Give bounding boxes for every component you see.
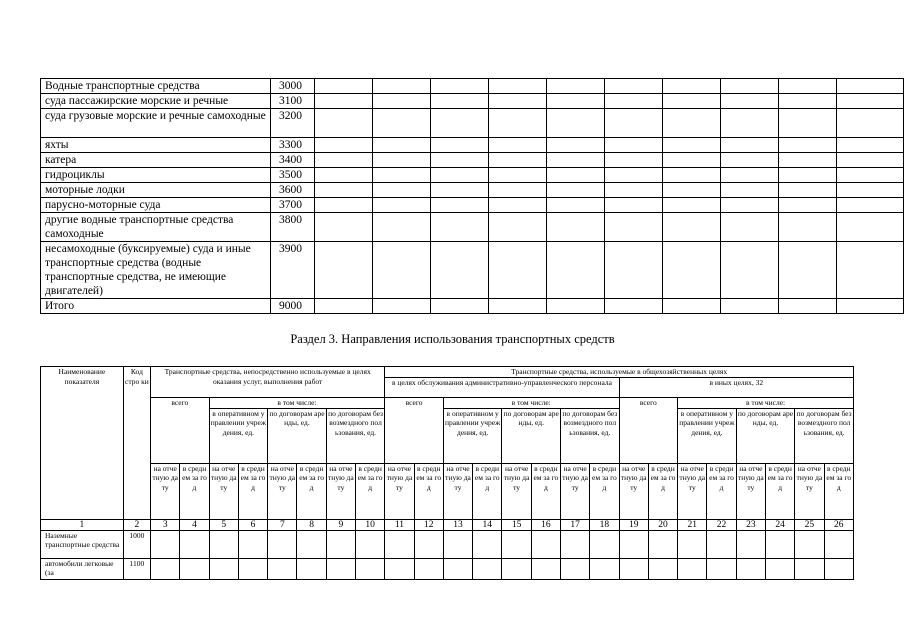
- value-cell: [721, 138, 779, 153]
- column-number: 11: [385, 519, 414, 530]
- row-name: другие водные транспортные средства самоходные: [41, 213, 271, 242]
- value-cell: [678, 558, 707, 579]
- header-including: в том числе:: [443, 398, 619, 409]
- header-direct-use: Транспортные средства, непосредственно используемые в целях оказания услуг, выполнения работ: [151, 367, 385, 398]
- row-code: 1100: [123, 558, 150, 579]
- column-number: 9: [326, 519, 355, 530]
- header-period-date: на отчетную дату: [209, 463, 238, 519]
- table-row: [41, 530, 854, 558]
- header-period-avg: в среднем за год: [765, 463, 794, 519]
- value-cell: [547, 138, 605, 153]
- value-cell: [385, 558, 414, 579]
- value-cell: [605, 299, 663, 314]
- value-cell: [547, 109, 605, 138]
- value-cell: [373, 299, 431, 314]
- value-cell: [779, 183, 837, 198]
- row-code: 9000: [271, 299, 315, 314]
- header-other-purposes: в иных целях, 32: [619, 378, 853, 398]
- column-number: 2: [123, 519, 150, 530]
- value-cell: [489, 213, 547, 242]
- header-period-avg: в среднем за год: [297, 463, 326, 519]
- value-cell: [605, 242, 663, 299]
- value-cell: [779, 153, 837, 168]
- header-operative: в оперативном управлении учреждения, ед.: [209, 408, 268, 463]
- value-cell: [209, 530, 238, 558]
- value-cell: [605, 168, 663, 183]
- header-lease: по договорам аренды, ед.: [736, 408, 795, 463]
- value-cell: [431, 213, 489, 242]
- value-cell: [779, 109, 837, 138]
- value-cell: [663, 299, 721, 314]
- value-cell: [547, 213, 605, 242]
- value-cell: [721, 213, 779, 242]
- row-code: 3000: [271, 79, 315, 94]
- row-name: парусно-моторные суда: [41, 198, 271, 213]
- column-number: 22: [707, 519, 736, 530]
- value-cell: [779, 198, 837, 213]
- header-operative: в оперативном управлении учреждения, ед.: [443, 408, 502, 463]
- value-cell: [473, 530, 502, 558]
- value-cell: [824, 530, 853, 558]
- value-cell: [373, 138, 431, 153]
- row-code: 3100: [271, 94, 315, 109]
- value-cell: [736, 558, 765, 579]
- value-cell: [326, 530, 355, 558]
- value-cell: [619, 530, 648, 558]
- value-cell: [373, 153, 431, 168]
- value-cell: [268, 558, 297, 579]
- value-cell: [837, 213, 904, 242]
- column-number: 20: [648, 519, 677, 530]
- value-cell: [561, 530, 590, 558]
- value-cell: [315, 168, 373, 183]
- column-number: 18: [590, 519, 619, 530]
- value-cell: [356, 558, 385, 579]
- column-number: 8: [297, 519, 326, 530]
- value-cell: [605, 109, 663, 138]
- value-cell: [326, 558, 355, 579]
- value-cell: [707, 558, 736, 579]
- value-cell: [547, 198, 605, 213]
- value-cell: [590, 530, 619, 558]
- header-period-avg: в среднем за год: [590, 463, 619, 519]
- value-cell: [431, 168, 489, 183]
- header-period-avg: в среднем за год: [648, 463, 677, 519]
- header-free: по договорам безвозмездного пользования, ед.: [795, 408, 854, 463]
- value-cell: [619, 558, 648, 579]
- table-row: [41, 109, 904, 138]
- value-cell: [489, 138, 547, 153]
- column-number: 14: [473, 519, 502, 530]
- value-cell: [385, 530, 414, 558]
- header-period-date: на отчетную дату: [678, 463, 707, 519]
- column-number: 4: [180, 519, 209, 530]
- header-period-avg: в среднем за год: [414, 463, 443, 519]
- value-cell: [837, 299, 904, 314]
- header-period-date: на отчетную дату: [619, 463, 648, 519]
- header-period-date: на отчетную дату: [385, 463, 414, 519]
- value-cell: [721, 153, 779, 168]
- row-name: суда грузовые морские и речные самоходные: [41, 109, 271, 138]
- value-cell: [315, 79, 373, 94]
- value-cell: [373, 79, 431, 94]
- header-free: по договорам безвозмездного пользования, ед.: [326, 408, 385, 463]
- value-cell: [238, 530, 267, 558]
- value-cell: [779, 168, 837, 183]
- value-cell: [605, 213, 663, 242]
- row-name: гидроциклы: [41, 168, 271, 183]
- value-cell: [779, 299, 837, 314]
- column-number: 16: [531, 519, 560, 530]
- column-number: 19: [619, 519, 648, 530]
- value-cell: [837, 183, 904, 198]
- value-cell: [315, 153, 373, 168]
- row-code: 3500: [271, 168, 315, 183]
- value-cell: [315, 94, 373, 109]
- value-cell: [473, 558, 502, 579]
- header-free: по договорам безвозмездного пользования, ед.: [561, 408, 620, 463]
- table-row: [41, 94, 904, 109]
- value-cell: [315, 138, 373, 153]
- table-row: [41, 138, 904, 153]
- value-cell: [721, 198, 779, 213]
- value-cell: [315, 183, 373, 198]
- column-number: 26: [824, 519, 853, 530]
- value-cell: [736, 530, 765, 558]
- value-cell: [531, 530, 560, 558]
- column-number: 13: [443, 519, 472, 530]
- value-cell: [765, 530, 794, 558]
- header-period-avg: в среднем за год: [180, 463, 209, 519]
- value-cell: [431, 79, 489, 94]
- header-total: всего: [385, 398, 444, 464]
- value-cell: [779, 79, 837, 94]
- value-cell: [590, 558, 619, 579]
- value-cell: [779, 94, 837, 109]
- value-cell: [707, 530, 736, 558]
- value-cell: [315, 242, 373, 299]
- value-cell: [648, 558, 677, 579]
- value-cell: [373, 168, 431, 183]
- value-cell: [721, 168, 779, 183]
- header-total: всего: [619, 398, 678, 464]
- column-number: 6: [238, 519, 267, 530]
- value-cell: [795, 558, 824, 579]
- row-code: 3200: [271, 109, 315, 138]
- value-cell: [663, 94, 721, 109]
- table-row: [41, 213, 904, 242]
- header-period-avg: в среднем за год: [238, 463, 267, 519]
- column-number: 23: [736, 519, 765, 530]
- value-cell: [431, 138, 489, 153]
- row-name: Итого: [41, 299, 271, 314]
- value-cell: [721, 109, 779, 138]
- table-row: [41, 242, 904, 299]
- value-cell: [431, 299, 489, 314]
- column-number: 21: [678, 519, 707, 530]
- value-cell: [489, 183, 547, 198]
- value-cell: [151, 530, 180, 558]
- table-row: [41, 198, 904, 213]
- value-cell: [489, 299, 547, 314]
- value-cell: [663, 213, 721, 242]
- header-period-avg: в среднем за год: [824, 463, 853, 519]
- table-row: [41, 183, 904, 198]
- table-row: [41, 558, 854, 579]
- header-period-avg: в среднем за год: [707, 463, 736, 519]
- value-cell: [663, 183, 721, 198]
- value-cell: [837, 153, 904, 168]
- value-cell: [605, 153, 663, 168]
- header-lease: по договорам аренды, ед.: [268, 408, 327, 463]
- value-cell: [837, 94, 904, 109]
- water-vehicles-table: [40, 78, 904, 314]
- row-name: суда пассажирские морские и речные: [41, 94, 271, 109]
- value-cell: [414, 530, 443, 558]
- value-cell: [663, 168, 721, 183]
- value-cell: [209, 558, 238, 579]
- column-number: 15: [502, 519, 531, 530]
- row-name: катера: [41, 153, 271, 168]
- header-period-date: на отчетную дату: [561, 463, 590, 519]
- value-cell: [431, 153, 489, 168]
- value-cell: [414, 558, 443, 579]
- header-period-date: на отчетную дату: [502, 463, 531, 519]
- value-cell: [315, 198, 373, 213]
- row-code: 1000: [123, 530, 150, 558]
- value-cell: [663, 79, 721, 94]
- header-general-use: Транспортные средства, используемые в общехозяйственных целях: [385, 367, 854, 378]
- value-cell: [489, 109, 547, 138]
- header-code: Код стро ки: [123, 367, 150, 520]
- value-cell: [502, 558, 531, 579]
- value-cell: [373, 109, 431, 138]
- column-number: 3: [151, 519, 180, 530]
- value-cell: [795, 530, 824, 558]
- row-name: Наземные транспортные средства: [41, 530, 124, 558]
- value-cell: [180, 558, 209, 579]
- row-code: 3300: [271, 138, 315, 153]
- value-cell: [547, 183, 605, 198]
- value-cell: [489, 198, 547, 213]
- value-cell: [373, 198, 431, 213]
- row-code: 3900: [271, 242, 315, 299]
- value-cell: [373, 183, 431, 198]
- value-cell: [489, 153, 547, 168]
- row-name: моторные лодки: [41, 183, 271, 198]
- header-total: всего: [151, 398, 210, 464]
- value-cell: [547, 153, 605, 168]
- value-cell: [765, 558, 794, 579]
- header-including: в том числе:: [678, 398, 854, 409]
- value-cell: [489, 168, 547, 183]
- row-code: 3700: [271, 198, 315, 213]
- value-cell: [663, 153, 721, 168]
- header-including: в том числе:: [209, 398, 385, 409]
- header-period-date: на отчетную дату: [736, 463, 765, 519]
- value-cell: [779, 242, 837, 299]
- row-name: автомобили легковые (за: [41, 558, 124, 579]
- value-cell: [547, 168, 605, 183]
- value-cell: [373, 242, 431, 299]
- value-cell: [837, 79, 904, 94]
- value-cell: [663, 198, 721, 213]
- value-cell: [824, 558, 853, 579]
- value-cell: [531, 558, 560, 579]
- value-cell: [605, 79, 663, 94]
- value-cell: [315, 213, 373, 242]
- value-cell: [431, 183, 489, 198]
- table-row: [41, 79, 904, 94]
- value-cell: [648, 530, 677, 558]
- value-cell: [547, 299, 605, 314]
- column-number: 12: [414, 519, 443, 530]
- header-period-avg: в среднем за год: [356, 463, 385, 519]
- value-cell: [547, 94, 605, 109]
- usage-directions-table: [40, 366, 854, 580]
- value-cell: [297, 558, 326, 579]
- value-cell: [663, 109, 721, 138]
- table-row: [41, 168, 904, 183]
- row-name: яхты: [41, 138, 271, 153]
- value-cell: [180, 530, 209, 558]
- value-cell: [502, 530, 531, 558]
- value-cell: [605, 198, 663, 213]
- table-row: [41, 299, 904, 314]
- header-period-date: на отчетную дату: [268, 463, 297, 519]
- column-number: 5: [209, 519, 238, 530]
- value-cell: [356, 530, 385, 558]
- value-cell: [837, 109, 904, 138]
- header-period-date: на отчетную дату: [795, 463, 824, 519]
- header-period-avg: в среднем за год: [531, 463, 560, 519]
- header-period-avg: в среднем за год: [473, 463, 502, 519]
- header-admin-staff: в целях обслуживания административно-управленческого персонала: [385, 378, 619, 398]
- value-cell: [779, 213, 837, 242]
- header-period-date: на отчетную дату: [443, 463, 472, 519]
- column-number: 17: [561, 519, 590, 530]
- value-cell: [721, 94, 779, 109]
- value-cell: [268, 530, 297, 558]
- value-cell: [779, 138, 837, 153]
- value-cell: [837, 198, 904, 213]
- header-period-date: на отчетную дату: [326, 463, 355, 519]
- row-code: 3600: [271, 183, 315, 198]
- column-number: 25: [795, 519, 824, 530]
- value-cell: [373, 94, 431, 109]
- value-cell: [837, 242, 904, 299]
- value-cell: [431, 94, 489, 109]
- value-cell: [605, 138, 663, 153]
- value-cell: [547, 242, 605, 299]
- header-operative: в оперативном управлении учреждения, ед.: [678, 408, 737, 463]
- value-cell: [443, 530, 472, 558]
- column-number: 10: [356, 519, 385, 530]
- value-cell: [837, 168, 904, 183]
- row-code: 3800: [271, 213, 315, 242]
- value-cell: [431, 198, 489, 213]
- value-cell: [238, 558, 267, 579]
- value-cell: [151, 558, 180, 579]
- value-cell: [431, 242, 489, 299]
- value-cell: [315, 299, 373, 314]
- value-cell: [489, 94, 547, 109]
- value-cell: [431, 109, 489, 138]
- column-number: 24: [765, 519, 794, 530]
- row-name: Водные транспортные средства: [41, 79, 271, 94]
- header-lease: по договорам аренды, ед.: [502, 408, 561, 463]
- value-cell: [297, 530, 326, 558]
- value-cell: [561, 558, 590, 579]
- header-name: Наименование показателя: [41, 367, 124, 520]
- value-cell: [443, 558, 472, 579]
- value-cell: [605, 183, 663, 198]
- section-title: Раздел 3. Направления использования транспортных средств: [290, 332, 615, 346]
- value-cell: [489, 242, 547, 299]
- row-code: 3400: [271, 153, 315, 168]
- value-cell: [489, 79, 547, 94]
- header-period-date: на отчетную дату: [151, 463, 180, 519]
- table-row: [41, 153, 904, 168]
- value-cell: [721, 299, 779, 314]
- column-number: 7: [268, 519, 297, 530]
- value-cell: [605, 94, 663, 109]
- value-cell: [373, 213, 431, 242]
- value-cell: [678, 530, 707, 558]
- value-cell: [663, 242, 721, 299]
- value-cell: [547, 79, 605, 94]
- row-name: несамоходные (буксируемые) суда и иные транспортные средства (водные транспортные средства, не имеющие двигателей): [41, 242, 271, 299]
- value-cell: [663, 138, 721, 153]
- value-cell: [721, 183, 779, 198]
- value-cell: [837, 138, 904, 153]
- value-cell: [721, 79, 779, 94]
- column-number: 1: [41, 519, 124, 530]
- value-cell: [721, 242, 779, 299]
- value-cell: [315, 109, 373, 138]
